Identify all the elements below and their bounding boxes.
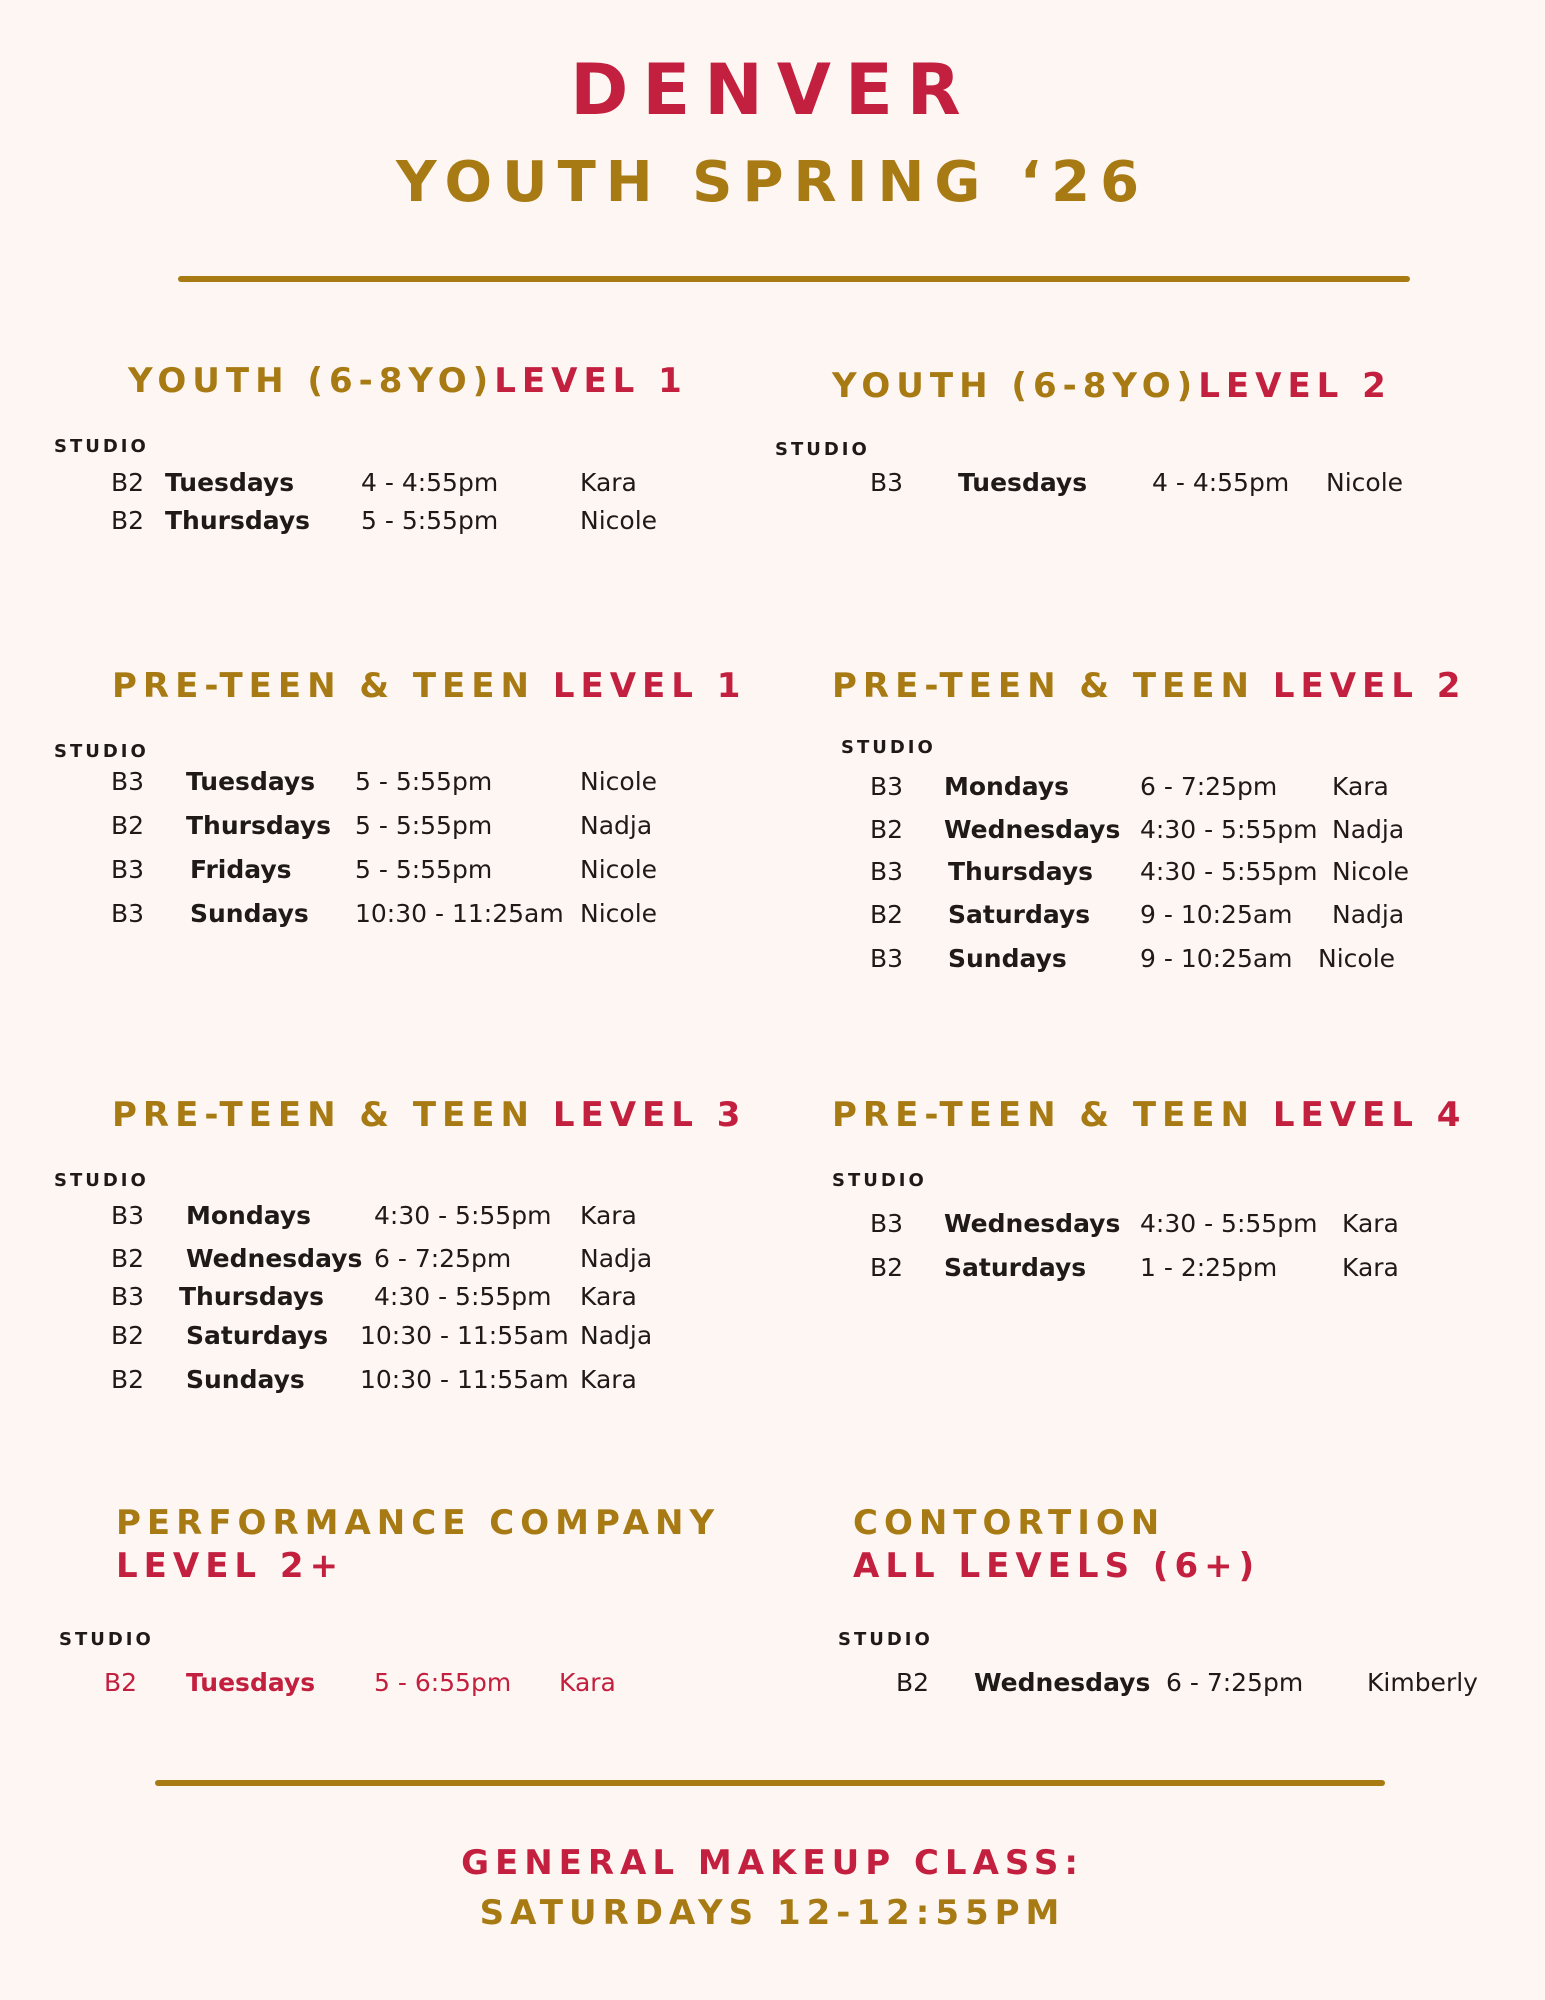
studio-cell: B2 [111,1321,145,1350]
section-title-part-b: LEVEL 4 [1272,1095,1467,1135]
studio-cell: B3 [870,468,904,497]
page-header [0,49,1545,215]
studio-label: STUDIO [54,1170,149,1191]
day-cell: Sundays [186,1365,305,1394]
section-youth-level-2 [832,365,1392,408]
section-preteen-teen-level-4 [832,1094,1466,1137]
instructor-cell: Kara [1332,772,1389,801]
instructor-cell: Nicole [1332,857,1410,886]
instructor-cell: Nadja [1332,815,1405,844]
time-cell: 4:30 - 5:55pm [1140,857,1318,886]
bottom-divider [155,1780,1385,1786]
studio-cell: B3 [111,855,145,884]
day-cell: Tuesdays [165,468,295,497]
studio-cell: B2 [111,811,145,840]
day-cell: Saturdays [944,1253,1087,1282]
page-subtitle: YOUTH SPRING ‘26 [395,150,1150,215]
top-divider [178,276,1410,282]
studio-label: STUDIO [838,1629,933,1650]
studio-cell: B2 [870,900,904,929]
general-makeup-class [0,1838,1545,1938]
section-performance-company [116,1502,720,1587]
time-cell: 10:30 - 11:25am [355,899,564,928]
section-title [832,365,1392,408]
day-cell: Fridays [190,855,292,884]
studio-cell: B2 [111,468,145,497]
section-title [112,1094,746,1137]
studio-cell: B3 [111,899,145,928]
section-title-part-a: PRE-TEEN & TEEN [832,666,1255,706]
section-title-part-a: PRE-TEEN & TEEN [112,1095,535,1135]
time-cell: 9 - 10:25am [1140,900,1293,929]
time-cell: 6 - 7:25pm [1140,772,1278,801]
instructor-cell: Nadja [580,1244,653,1273]
day-cell: Saturdays [948,900,1091,929]
day-cell: Wednesdays [974,1668,1151,1697]
time-cell: 5 - 5:55pm [361,506,499,535]
studio-cell: B3 [870,772,904,801]
studio-cell: B3 [111,767,145,796]
instructor-cell: Nicole [580,855,658,884]
day-cell: Thursdays [186,811,332,840]
section-title [128,360,688,403]
section-title-part-a: CONTORTION [853,1503,1166,1543]
instructor-cell: Kara [1342,1253,1399,1282]
section-title-part-b: LEVEL 1 [494,361,688,401]
section-preteen-teen-level-1 [112,665,746,708]
time-cell: 4:30 - 5:55pm [1140,1209,1318,1238]
instructor-cell: Nicole [580,506,658,535]
instructor-cell: Nadja [580,811,653,840]
studio-cell: B3 [111,1201,145,1230]
footer-line-1: GENERAL MAKEUP CLASS: [461,1843,1084,1883]
time-cell: 5 - 5:55pm [355,767,493,796]
time-cell: 9 - 10:25am [1140,944,1293,973]
section-title [832,665,1466,708]
instructor-cell: Nicole [580,899,658,928]
instructor-cell: Nadja [580,1321,653,1350]
instructor-cell: Kara [1342,1209,1399,1238]
section-title-part-b: LEVEL 2+ [116,1545,345,1586]
time-cell: 10:30 - 11:55am [360,1321,569,1350]
day-cell: Tuesdays [186,767,316,796]
section-title-part-b: LEVEL 3 [552,1095,747,1135]
studio-cell: B2 [896,1668,930,1697]
section-title-part-b: LEVEL 2 [1198,366,1392,406]
instructor-cell: Kara [580,1282,637,1311]
time-cell: 10:30 - 11:55am [360,1365,569,1394]
page-title: DENVER [570,49,975,131]
studio-cell: B2 [111,1244,145,1273]
day-cell: Saturdays [186,1321,329,1350]
day-cell: Wednesdays [944,1209,1121,1238]
studio-label: STUDIO [59,1629,154,1650]
studio-cell: B2 [870,1253,904,1282]
time-cell: 4 - 4:55pm [361,468,499,497]
section-contortion [853,1502,1260,1587]
time-cell: 5 - 6:55pm [374,1668,512,1697]
day-cell: Mondays [186,1201,312,1230]
day-cell: Sundays [190,899,309,928]
footer-line-2: SATURDAYS 12-12:55PM [479,1893,1066,1933]
day-cell: Tuesdays [186,1668,316,1697]
instructor-cell: Nicole [1318,944,1396,973]
time-cell: 4:30 - 5:55pm [374,1201,552,1230]
day-cell: Tuesdays [958,468,1088,497]
section-title-part-a: PERFORMANCE COMPANY [116,1503,721,1543]
time-cell: 5 - 5:55pm [355,855,493,884]
section-title-part-a: YOUTH (6-8YO) [832,366,1199,406]
instructor-cell: Kara [580,1201,637,1230]
studio-label: STUDIO [841,737,936,758]
section-title-part-a: PRE-TEEN & TEEN [832,1095,1255,1135]
day-cell: Wednesdays [944,815,1121,844]
time-cell: 4 - 4:55pm [1152,468,1290,497]
time-cell: 5 - 5:55pm [355,811,493,840]
studio-cell: B2 [111,1365,145,1394]
instructor-cell: Nicole [1326,468,1404,497]
day-cell: Sundays [948,944,1067,973]
instructor-cell: Kara [580,468,637,497]
instructor-cell: Nadja [1332,900,1405,929]
section-youth-level-1 [128,360,688,403]
day-cell: Wednesdays [186,1244,363,1273]
instructor-cell: Nicole [580,767,658,796]
day-cell: Thursdays [179,1282,325,1311]
studio-cell: B2 [870,815,904,844]
day-cell: Thursdays [165,506,311,535]
section-title-part-b: LEVEL 1 [552,666,747,706]
section-title-part-b: LEVEL 2 [1272,666,1467,706]
instructor-cell: Kimberly [1367,1668,1478,1697]
studio-cell: B3 [870,1209,904,1238]
day-cell: Mondays [944,772,1070,801]
time-cell: 1 - 2:25pm [1140,1253,1278,1282]
section-title-part-a: PRE-TEEN & TEEN [112,666,535,706]
time-cell: 4:30 - 5:55pm [374,1282,552,1311]
studio-cell: B3 [111,1282,145,1311]
time-cell: 4:30 - 5:55pm [1140,815,1318,844]
instructor-cell: Kara [580,1365,637,1394]
section-title [112,665,746,708]
section-title [832,1094,1466,1137]
section-preteen-teen-level-2 [832,665,1466,708]
time-cell: 6 - 7:25pm [1166,1668,1304,1697]
studio-cell: B3 [870,857,904,886]
day-cell: Thursdays [948,857,1094,886]
studio-cell: B2 [111,506,145,535]
instructor-cell: Kara [559,1668,616,1697]
studio-label: STUDIO [54,741,149,762]
studio-label: STUDIO [775,439,870,460]
studio-label: STUDIO [54,436,149,457]
time-cell: 6 - 7:25pm [374,1244,512,1273]
studio-cell: B2 [104,1668,138,1697]
section-preteen-teen-level-3 [112,1094,746,1137]
studio-label: STUDIO [832,1170,927,1191]
studio-cell: B3 [870,944,904,973]
section-title-part-a: YOUTH (6-8YO) [128,361,495,401]
section-title-part-b: ALL LEVELS (6+) [853,1545,1261,1586]
